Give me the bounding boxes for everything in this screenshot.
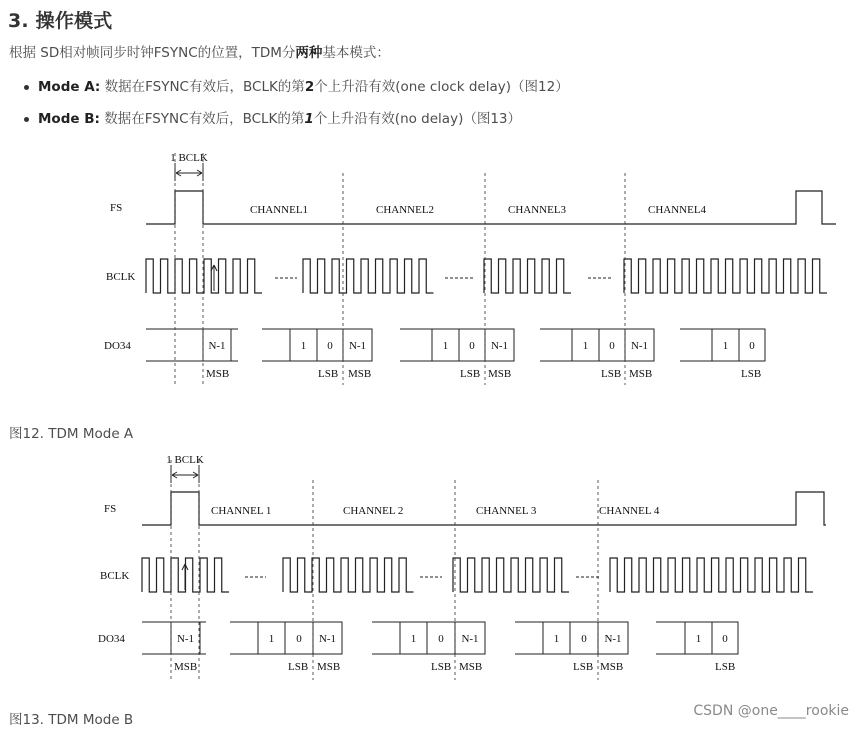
bclk-row-label: BCLK	[106, 271, 136, 283]
bclk-span-arrow	[172, 472, 198, 478]
bclk-span-label: 1 BCLK	[170, 152, 208, 164]
lsb-label-2: LSB	[431, 661, 452, 673]
do-cell-zero-label: 0	[438, 633, 444, 645]
bclk-pulse-group-4	[610, 558, 813, 592]
msb-label-1: MSB	[174, 661, 198, 673]
do-cell-msb-label: N-1	[490, 340, 509, 352]
channel-label-3: CHANNEL3	[508, 204, 567, 216]
figure-12-caption: 图12. TDM Mode A	[9, 426, 134, 442]
do-cell-zero-label: 0	[749, 340, 755, 352]
figure-13-caption: 图13. TDM Mode B	[9, 712, 134, 728]
msb-label-3: MSB	[459, 661, 483, 673]
mode-a-text: 数据在FSYNC有效后，BCLK的第	[100, 79, 305, 95]
do-cell-one-label: 1	[410, 633, 417, 645]
do-cell-zero-label: 0	[296, 633, 302, 645]
rising-edge-arrow	[182, 564, 188, 590]
do-cell-msb-label: N-1	[176, 633, 195, 645]
bclk-pulse-group-2	[283, 558, 414, 592]
bclk-pulse-group-3	[484, 259, 571, 293]
do-cell-zero-label: 0	[469, 340, 475, 352]
do-cell-one-label: 1	[695, 633, 702, 645]
msb-label-2: MSB	[348, 368, 372, 380]
channel-label-4: CHANNEL4	[648, 204, 707, 216]
msb-label-4: MSB	[600, 661, 624, 673]
lsb-label-3: LSB	[601, 368, 622, 380]
do-cell-one-label: 1	[268, 633, 275, 645]
channel-label-3: CHANNEL 3	[476, 505, 537, 517]
intro-text: 根据 SD相对帧同步时钟FSYNC的位置，TDM分	[9, 45, 296, 61]
do-cell-msb-label: N-1	[208, 340, 226, 352]
lsb-label-4: LSB	[741, 368, 762, 380]
lsb-label-1: LSB	[288, 661, 309, 673]
channel-label-4: CHANNEL 4	[599, 505, 660, 517]
mode-a-edge: 2	[304, 79, 315, 95]
msb-label-3: MSB	[488, 368, 512, 380]
mode-a-name: Mode A:	[38, 79, 101, 95]
bclk-pulse-group-1	[146, 259, 262, 293]
do-row-label: DO34	[104, 340, 131, 352]
mode-a-item	[24, 76, 569, 108]
do-cell-one-label: 1	[722, 340, 729, 352]
do-cell-zero-label: 0	[327, 340, 333, 352]
bclk-span-label: 1 BCLK	[166, 454, 204, 466]
msb-label-1: MSB	[206, 368, 230, 380]
bclk-span-arrow	[176, 170, 202, 176]
mode-list	[24, 76, 569, 140]
do-row-label: DO34	[98, 633, 125, 645]
intro-paragraph	[9, 41, 390, 61]
bclk-pulse-group-2	[303, 259, 434, 293]
channel-label-1: CHANNEL 1	[211, 505, 272, 517]
lsb-label-1: LSB	[318, 368, 339, 380]
intro-text-end: 基本模式：	[322, 45, 390, 61]
mode-b-name: Mode B:	[38, 111, 100, 127]
mode-b-edge: 1	[304, 111, 314, 127]
rising-edge-arrow	[211, 265, 217, 291]
msb-label-2: MSB	[317, 661, 341, 673]
do-cell-one-label: 1	[442, 340, 449, 352]
fs-row-label: FS	[104, 503, 117, 515]
bclk-row-label: BCLK	[100, 570, 130, 582]
do-cell-one-label: 1	[553, 633, 560, 645]
mode-b-text-end: 个上升沿有效(no delay)（图13）	[313, 111, 522, 127]
do-cell-zero-label: 0	[609, 340, 615, 352]
mode-b-text: 数据在FSYNC有效后，BCLK的第	[99, 111, 305, 127]
mode-b-item	[24, 108, 569, 140]
msb-label-4: MSB	[629, 368, 653, 380]
channel-label-1: CHANNEL1	[250, 204, 309, 216]
bclk-pulse-group-4	[624, 259, 827, 293]
bclk-pulse-group-3	[453, 558, 569, 592]
do-cell-msb-label: N-1	[348, 340, 367, 352]
do-cell-zero-label: 0	[581, 633, 587, 645]
channel-label-2: CHANNEL 2	[343, 505, 404, 517]
do-cell-zero-label: 0	[722, 633, 728, 645]
do-cell-msb-label: N-1	[604, 633, 622, 645]
do-cell-msb-label: N-1	[630, 340, 649, 352]
mode-a-text-end: 个上升沿有效(one clock delay)（图12）	[314, 79, 569, 95]
lsb-label-4: LSB	[715, 661, 736, 673]
lsb-label-3: LSB	[573, 661, 594, 673]
channel-label-2: CHANNEL2	[376, 204, 435, 216]
do-cell-msb-label: N-1	[461, 633, 479, 645]
tdm-mode-b-diagram	[0, 448, 865, 685]
fs-row-label: FS	[110, 202, 123, 214]
do-cell-msb-label: N-1	[318, 633, 337, 645]
do-cell-one-label: 1	[582, 340, 589, 352]
tdm-mode-a-diagram	[0, 145, 865, 385]
section-heading: 3. 操作模式	[8, 10, 113, 32]
do-cell-one-label: 1	[300, 340, 307, 352]
csdn-watermark: CSDN @one____rookie	[693, 703, 849, 719]
lsb-label-2: LSB	[460, 368, 481, 380]
intro-emphasis: 两种	[295, 45, 323, 61]
